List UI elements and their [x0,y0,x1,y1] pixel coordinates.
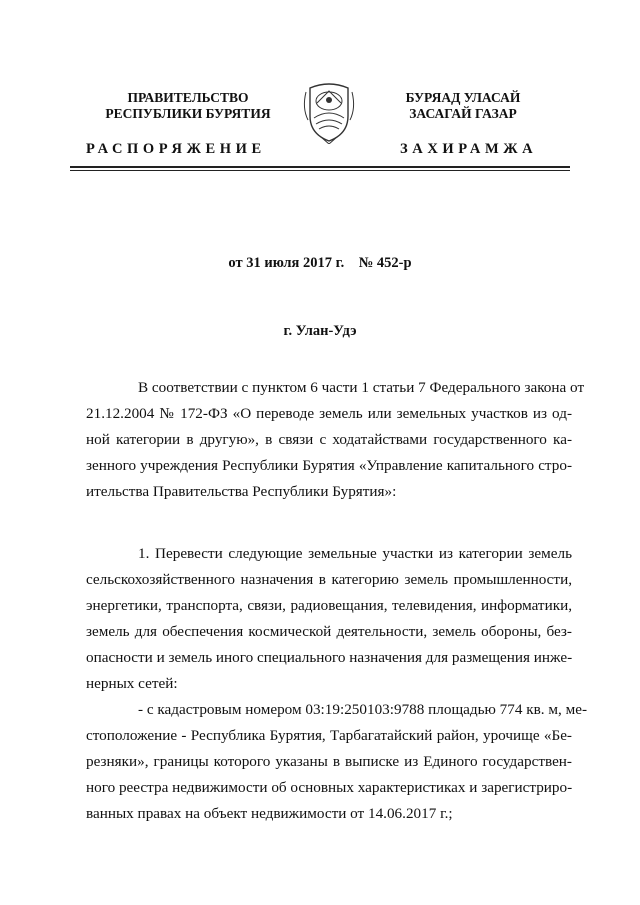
text-line: ного реестра недвижимости об основных характеристиках и зарегистриро- [86,779,573,796]
issuer-bua-line: БУРЯАД УЛАСАЙ [405,90,521,105]
text-line: земель для обеспечения космической деятельности, земель обороны, без- [86,623,572,640]
doc-type-bua: ЗАХИРАМЖА [400,141,538,157]
header-divider-thin [70,170,570,171]
text-line: нерных сетей: [86,675,178,692]
text-line: стоположение - Республика Бурятия, Тарбагатайский район, урочище «Бе- [86,727,572,744]
preamble-paragraph [86,375,585,505]
text-line: сельскохозяйственного назначения в категорию земель промышленности, [86,571,572,588]
text-line: 21.12.2004 № 172-ФЗ «О переводе земель или земельных участков из од- [86,405,572,422]
text-line: - с кадастровым номером 03:19:250103:9788 площадью 774 кв. м, ме- [138,701,588,718]
issuer-bua-line: ЗАСАГАЙ ГАЗАР [409,106,517,121]
text-line: ительства Правительства Республики Бурятия»: [86,483,397,500]
text-line: ванных правах на объект недвижимости от 14.06.2017 г.; [86,805,453,822]
item-1-paragraph [86,541,572,697]
text-line: зенного учреждения Республики Бурятия «Управление капитального стро- [86,457,572,474]
text-line: ной категории в другую», в связи с ходатайствами государственного ка- [86,431,572,448]
doc-type-ru: РАСПОРЯЖЕНИЕ [86,141,266,157]
item-1-subitem-paragraph [86,697,588,827]
text-line: резняки», границы которого указаны в выписке из Единого государствен- [86,753,572,770]
issuer-ru [88,90,288,122]
date-and-number: от 31 июля 2017 г. № 452-р [228,255,412,271]
issuer-ru-line: РЕСПУБЛИКИ БУРЯТИЯ [105,106,271,121]
text-line: 1. Перевести следующие земельные участки из категории земель [138,545,572,562]
coat-of-arms-icon [300,78,358,144]
text-line: опасности и земель иного специального назначения для размещения инже- [86,649,573,666]
text-line: энергетики, транспорта, связи, радиовещания, телевидения, информатики, [86,597,572,614]
issuer-bua [378,90,548,122]
place-of-issue: г. Улан-Удэ [283,323,357,339]
header-divider [70,166,570,168]
text-line: В соответствии с пунктом 6 части 1 статьи 7 Федерального закона от [138,379,585,396]
issuer-ru-line: ПРАВИТЕЛЬСТВО [127,90,249,105]
